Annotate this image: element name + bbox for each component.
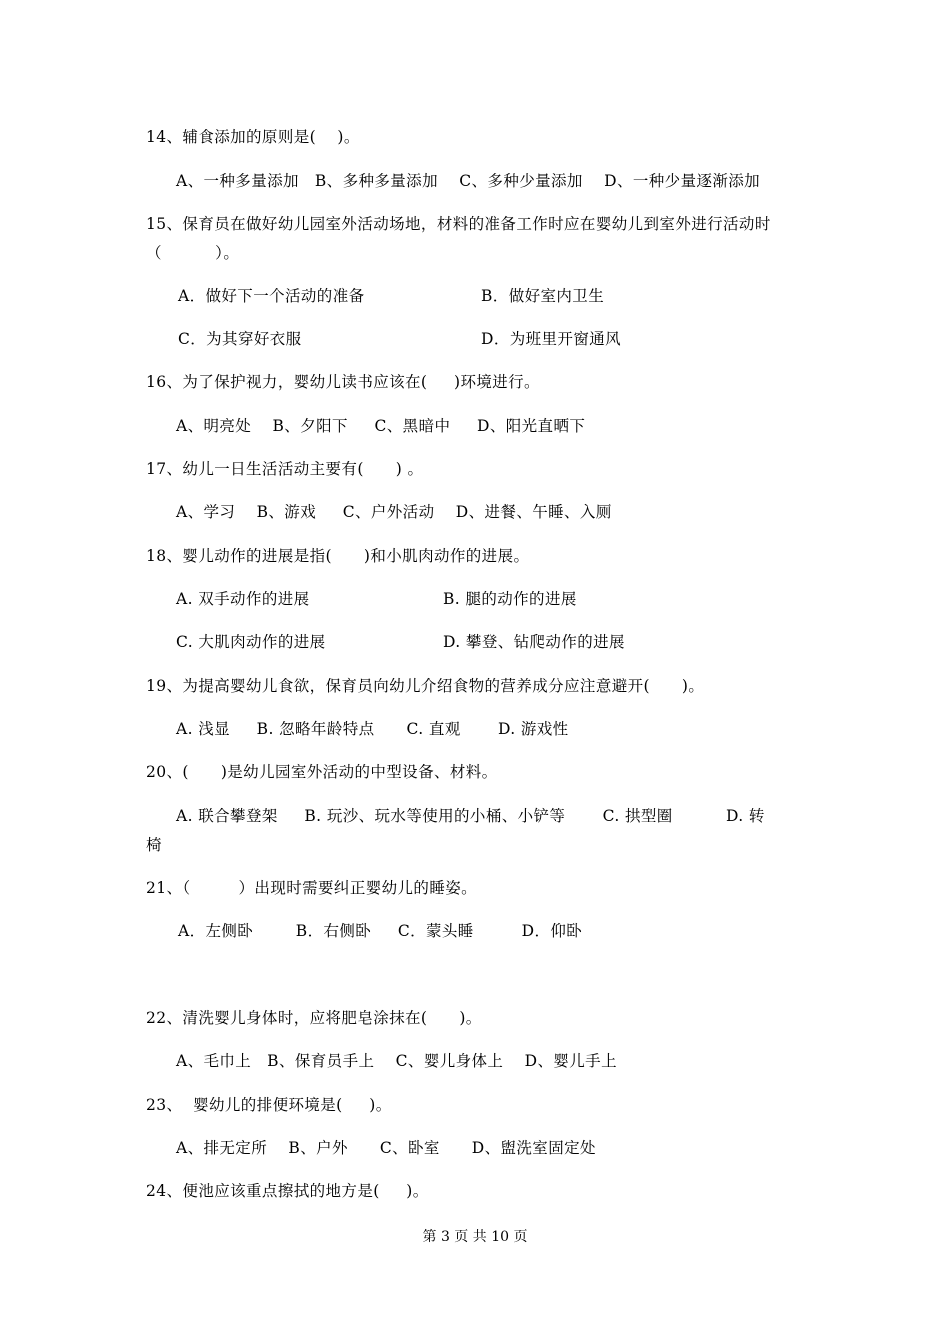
question-stem: 24、便池应该重点擦拭的地方是( )。 <box>146 1182 429 1200</box>
question-options-continued: 椅 <box>146 836 162 854</box>
option-a: A. 双手动作的进展 <box>176 590 310 608</box>
question-options: A. 浅显 B. 忽略年龄特点 C. 直观 D. 游戏性 <box>176 720 569 738</box>
question-stem-continued: （ ）。 <box>146 244 240 262</box>
page-footer: 第 3 页 共 10 页 <box>422 1229 528 1245</box>
question-stem: 21、（ ）出现时需要纠正婴幼儿的睡姿。 <box>146 879 478 897</box>
question-stem: 15、保育员在做好幼儿园室外活动场地，材料的准备工作时应在婴幼儿到室外进行活动时 <box>146 215 771 233</box>
option-a: A．做好下一个活动的准备 <box>178 287 365 305</box>
option-c: C. 大肌肉动作的进展 <box>176 633 326 651</box>
question-options: A、明亮处 B、夕阳下 C、黑暗中 D、阳光直晒下 <box>176 417 586 435</box>
option-b: B. 腿的动作的进展 <box>443 590 577 608</box>
question-options: A、一种多量添加 B、多种多量添加 C、多种少量添加 D、一种少量逐渐添加 <box>176 172 761 190</box>
question-options: A、毛巾上 B、保育员手上 C、婴儿身体上 D、婴儿手上 <box>176 1052 617 1070</box>
question-stem: 18、婴儿动作的进展是指( )和小肌肉动作的进展。 <box>146 547 530 565</box>
option-c: C．为其穿好衣服 <box>178 330 302 348</box>
option-d: D．为班里开窗通风 <box>481 330 622 348</box>
question-options: A、排无定所 B、户外 C、卧室 D、盥洗室固定处 <box>176 1139 596 1157</box>
option-b: B．做好室内卫生 <box>481 287 605 305</box>
question-options: A. 联合攀登架 B. 玩沙、玩水等使用的小桶、小铲等 C. 拱型圈 D. 转 <box>176 807 765 825</box>
question-stem: 20、( )是幼儿园室外活动的中型设备、材料。 <box>146 763 498 781</box>
question-stem: 23、 婴幼儿的排便环境是( )。 <box>146 1096 392 1114</box>
question-stem: 14、辅食添加的原则是( )。 <box>146 128 360 146</box>
option-d: D. 攀登、钻爬动作的进展 <box>443 633 625 651</box>
question-stem: 16、为了保护视力，婴幼儿读书应该在( )环境进行。 <box>146 373 540 391</box>
question-options: A、学习 B、游戏 C、户外活动 D、进餐、午睡、入厕 <box>176 503 612 521</box>
question-stem: 22、清洗婴儿身体时，应将肥皂涂抹在( )。 <box>146 1009 482 1027</box>
question-stem: 19、为提高婴幼儿食欲，保育员向幼儿介绍食物的营养成分应注意避开( )。 <box>146 677 705 695</box>
question-options: A．左侧卧 B．右侧卧 C．蒙头睡 D．仰卧 <box>178 922 583 940</box>
question-stem: 17、幼儿一日生活活动主要有( ) 。 <box>146 460 424 478</box>
